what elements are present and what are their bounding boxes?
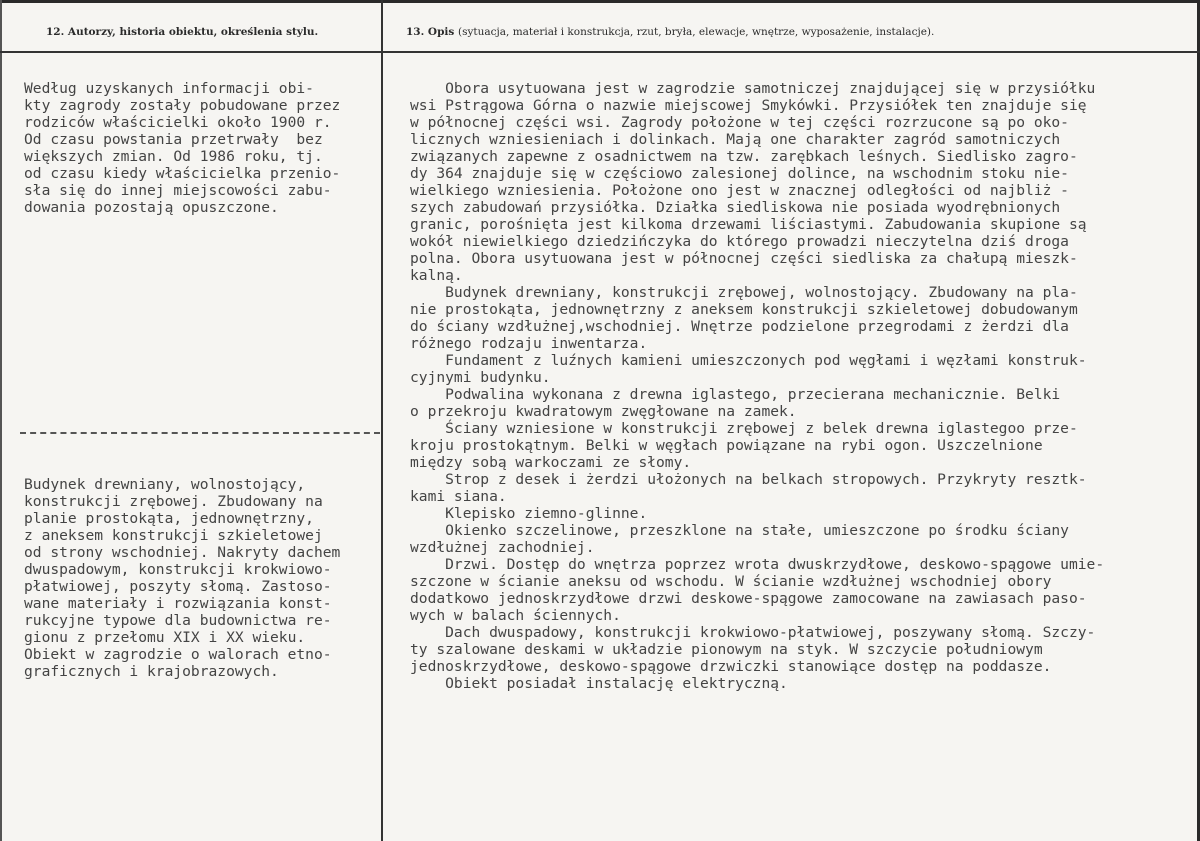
text-line: różnego rodzaju inwentarza.	[410, 335, 648, 352]
text-line: wokół niewielkiego dziedzińczyka do którego prowadzi nieczytelna dziś droga	[410, 233, 1069, 250]
left-border	[0, 0, 2, 841]
text-line: dy 364 znajduje się w częściowo zalesionej dolince, na wschodnim stoku nie-	[410, 165, 1069, 182]
text-line: o przekroju kwadratowym zwęgłowane na zamek.	[410, 403, 797, 420]
section-13-number: 13. Opis	[406, 26, 455, 38]
text-line: rodziców właścicielki około 1900 r.	[24, 114, 332, 131]
text-line: wzdłużnej zachodniej.	[410, 539, 595, 556]
text-line: ty szalowane deskami w układzie pionowym na styk. W szczycie południowym	[410, 641, 1043, 658]
text-line: od strony wschodniej. Nakryty dachem	[24, 544, 341, 561]
text-line: cyjnymi budynku.	[410, 369, 551, 386]
text-line: Ściany wzniesione w konstrukcji zrębowej z belek drewna iglastegoo prze-	[410, 420, 1078, 437]
text-line: między sobą warkoczami ze słomy.	[410, 454, 692, 471]
text-line: konstrukcji zrębowej. Zbudowany na	[24, 493, 323, 510]
text-line: wsi Pstrągowa Górna o nazwie miejscowej Smykówki. Przysiółek ten znajduje się	[410, 97, 1087, 114]
text-line: szych zabudowań przysiółka. Działka siedliskowa nie posiada wyodrębnionych	[410, 199, 1061, 216]
text-line: nie prostokąta, jednownętrzny z aneksem konstrukcji szkieletowej dobudowanym	[410, 301, 1078, 318]
text-line: dowania pozostają opuszczone.	[24, 199, 279, 216]
text-line: wych w balach ściennych.	[410, 607, 621, 624]
text-line: rukcyjne typowe dla budownictwa re-	[24, 612, 332, 629]
section-13-subtitle: (sytuacja, materiał i konstrukcja, rzut, bryła, elewacje, wnętrze, wyposażenie, instalacje).	[457, 26, 935, 38]
text-line: Obiekt posiadał instalację elektryczną.	[410, 675, 788, 692]
top-border	[0, 0, 1200, 3]
text-line: gionu z przełomu XIX i XX wieku.	[24, 629, 306, 646]
text-line: Strop z desek i żerdzi ułożonych na belkach stropowych. Przykryty resztk-	[410, 471, 1087, 488]
text-line: szczone w ścianie aneksu od wschodu. W ścianie wzdłużnej wschodniej obory	[410, 573, 1052, 590]
text-line: sła się do innej miejscowości zabu-	[24, 182, 332, 199]
text-line: związanych zapewne z osadnictwem na tzw. zarębkach leśnych. Siedlisko zagro-	[410, 148, 1078, 165]
header-rule	[0, 51, 1200, 53]
text-line: Od czasu powstania przetrwały bez	[24, 131, 323, 148]
text-line: Okienko szczelinowe, przeszklone na stałe, umieszczone po środku ściany	[410, 522, 1069, 539]
text-line: Obora usytuowana jest w zagrodzie samotniczej znajdującej się w przysiółku	[410, 80, 1096, 97]
text-line: dwuspadowym, konstrukcji krokwiowo-	[24, 561, 332, 578]
dashed-separator	[20, 432, 380, 434]
text-line: do ściany wzdłużnej,wschodniej. Wnętrze podzielone przegrodami z żerdzi dla	[410, 318, 1069, 335]
text-line: w północnej części wsi. Zagrody położone w tej części rozrzucone są po oko-	[410, 114, 1069, 131]
text-line: Budynek drewniany, konstrukcji zrębowej, wolnostojący. Zbudowany na pla-	[410, 284, 1078, 301]
text-line: kroju prostokątnym. Belki w węgłach powiązane na rybi ogon. Uszczelnione	[410, 437, 1043, 454]
text-line: jednoskrzydłowe, deskowo-spągowe drzwiczki stanowiące dostęp na poddasze.	[410, 658, 1052, 675]
text-line: kty zagrody zostały pobudowane przez	[24, 97, 341, 114]
text-line: kami siana.	[410, 488, 507, 505]
text-line: Według uzyskanych informacji obi-	[24, 80, 314, 97]
text-line: Budynek drewniany, wolnostojący,	[24, 476, 306, 493]
text-line: planie prostokąta, jednownętrzny,	[24, 510, 314, 527]
text-line: wielkiego wzniesienia. Położone ono jest w znacznej odległości od najbliż -	[410, 182, 1069, 199]
text-line: licznych wzniesieniach i dolinkach. Mają one charakter zagród samotniczych	[410, 131, 1061, 148]
text-line: kalną.	[410, 267, 463, 284]
summary-text	[24, 476, 340, 680]
text-line: granic, porośnięta jest kilkoma drzewami liściastymi. Zabudowania skupione są	[410, 216, 1087, 233]
column-divider	[381, 0, 383, 841]
text-line: Klepisko ziemno-glinne.	[410, 505, 648, 522]
description-text	[410, 80, 1104, 692]
text-line: Drzwi. Dostęp do wnętrza poprzez wrota dwuskrzydłowe, deskowo-spągowe umie-	[410, 556, 1105, 573]
text-line: od czasu kiedy właścicielka przenio-	[24, 165, 341, 182]
text-line: Fundament z luźnych kamieni umieszczonych pod węgłami i węzłami konstruk-	[410, 352, 1087, 369]
text-line: większych zmian. Od 1986 roku, tj.	[24, 148, 323, 165]
text-line: z aneksem konstrukcji szkieletowej	[24, 527, 323, 544]
section-12-header: 12. Autorzy, historia obiektu, określenia stylu.	[46, 26, 319, 38]
text-line: płatwiowej, poszyty słomą. Zastoso-	[24, 578, 332, 595]
text-line: Podwalina wykonana z drewna iglastego, przecierana mechanicznie. Belki	[410, 386, 1061, 403]
text-line: polna. Obora usytuowana jest w północnej części siedliska za chałupą mieszk-	[410, 250, 1078, 267]
text-line: dodatkowo jednoskrzydłowe drzwi deskowe-spągowe zamocowane na zawiasach paso-	[410, 590, 1087, 607]
text-line: Dach dwuspadowy, konstrukcji krokwiowo-płatwiowej, poszywany słomą. Szczy-	[410, 624, 1096, 641]
text-line: graficznych i krajobrazowych.	[24, 663, 279, 680]
history-text	[24, 80, 340, 216]
section-13-header	[406, 26, 934, 38]
text-line: Obiekt w zagrodzie o walorach etno-	[24, 646, 332, 663]
text-line: wane materiały i rozwiązania konst-	[24, 595, 332, 612]
